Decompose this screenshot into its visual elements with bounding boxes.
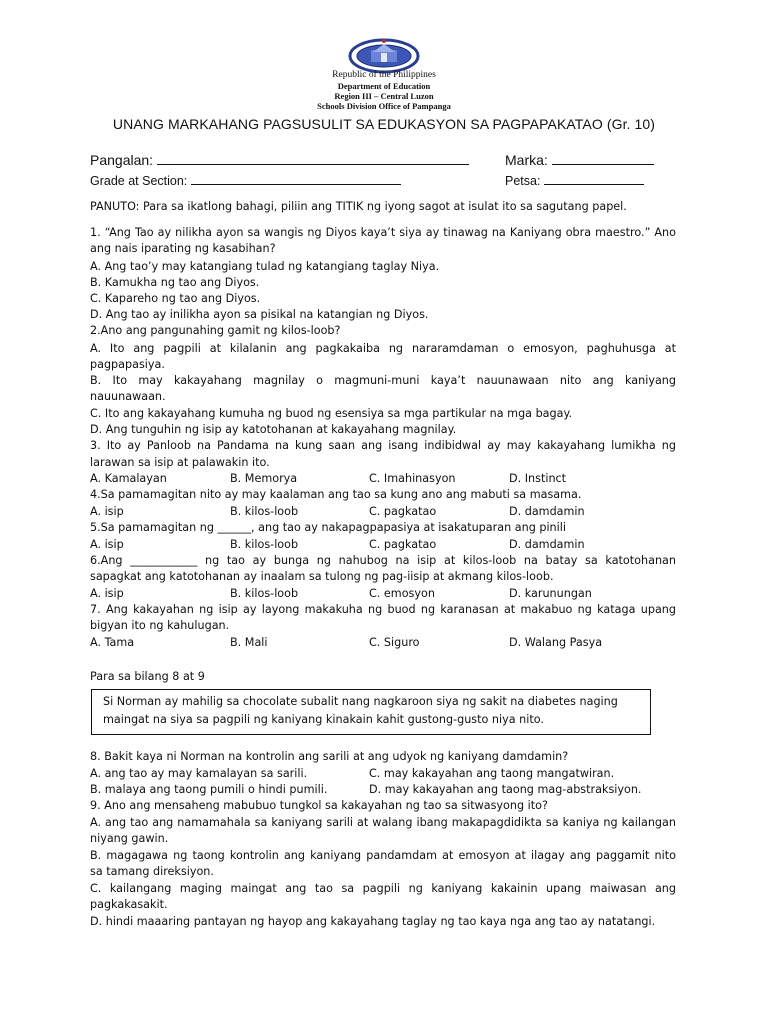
q3-stem-line2: larawan sa isip at palawakin ito. (90, 456, 270, 469)
q4-stem: 4.Sa pamamagitan nito ay may kaalaman ang tao sa kung ano ang mabuti sa masama. (90, 488, 582, 501)
q4-option-a: A. isip (90, 505, 124, 518)
q4-option-d: D. damdamin (509, 505, 585, 518)
q6-option-a: A. isip (90, 587, 124, 600)
marka-blank[interactable] (552, 152, 654, 165)
q7-option-d: D. Walang Pasya (509, 636, 603, 649)
q5-option-d: D. damdamin (509, 538, 585, 551)
q9-option-b-line2: sa tamang direksiyon. (90, 865, 214, 878)
q9-option-d: D. hindi maaaring pantayan ng hayop ang kakayahang taglay ng tao kaya nga ang tao ay natatangi. (90, 915, 656, 928)
petsa-label: Petsa: (505, 174, 541, 188)
q7-stem-line1: 7. Ang kakayahan ng isip ay layong makakuha ng buod ng karanasan at makabuo ng kataga upang (90, 603, 676, 616)
q9-option-c-line2: pagkakasakit. (90, 898, 168, 911)
q9-option-a-line1: A. ang tao ang namamahala sa kaniyang sarili at walang ibang makapagdidikta sa kaniya ng kailangan (90, 816, 676, 829)
q1-option-c: C. Kapareho ng tao ang Diyos. (90, 292, 261, 305)
q8-stem: 8. Bakit kaya ni Norman na kontrolin ang sarili at ang udyok ng kaniyang damdamin? (90, 750, 569, 763)
q3-option-a: A. Kamalayan (90, 472, 167, 485)
name-label: Pangalan: (90, 152, 154, 168)
q5-stem: 5.Sa pamamagitan ng ______, ang tao ay nakapagpapasiya at isakatuparan ang pinili (90, 521, 566, 534)
q3-stem-line1: 3. Ito ay Panloob na Pandama na kung saan ang isang indibidwal ay may kakayahang lumikha ng (90, 439, 676, 452)
header-republic: Republic of the Philippines (332, 70, 436, 80)
petsa-blank[interactable] (544, 172, 644, 185)
q6-option-d: D. karunungan (509, 587, 592, 600)
q2-option-b-line1: B. Ito may kakayahang magnilay o magmuni-muni kaya’t nauunawaan nito ang kaniyang (90, 374, 676, 387)
grade-field[interactable] (90, 172, 401, 188)
q5-option-a: A. isip (90, 538, 124, 551)
q8-option-b: B. malaya ang taong pumili o hindi pumili. (90, 783, 328, 796)
header-division: Schools Division Office of Pampanga (317, 101, 451, 111)
q1-option-a: A. Ang tao’y may katangiang tulad ng katangiang taglay Niya. (90, 260, 440, 273)
q1-stem-line1: 1. “Ang Tao ay nilikha ayon sa wangis ng Diyos kaya’t siya ay tinawag na Kaniyang obra maestro.” Ano (90, 226, 676, 239)
q6-option-b: B. kilos-loob (230, 587, 299, 600)
q8-option-d: D. may kakayahan ang taong mag-abstraksiyon. (369, 783, 642, 796)
name-blank[interactable] (157, 152, 469, 165)
q1-stem-line2: ang nais iparating ng kasabihan? (90, 242, 276, 255)
petsa-field[interactable] (505, 172, 644, 188)
q7-option-c: C. Siguro (369, 636, 420, 649)
q5-option-b: B. kilos-loob (230, 538, 299, 551)
q1-option-d: D. Ang tao ay inilikha ayon sa pisikal na katangian ng Diyos. (90, 308, 429, 321)
grade-label: Grade at Section: (90, 174, 188, 188)
passage-line1: Si Norman ay mahilig sa chocolate subalit nang nagkaroon siya ng sakit na diabetes naging (103, 695, 618, 708)
q2-option-d: D. Ang tunguhin ng isip ay katotohanan at kakayahang magnilay. (90, 423, 457, 436)
q9-option-c-line1: C. kailangang maging maingat ang tao sa pagpili ng kaniyang kakainin upang maiwasan ang (90, 882, 676, 895)
q6-stem-line2: sapagkat ang katotohanan ay inaalam sa tulong ng pag-iisip at akmang kilos-loob. (90, 570, 554, 583)
q2-option-a-line2: pagpapasiya. (90, 358, 165, 371)
grade-blank[interactable] (191, 172, 401, 185)
q9-stem: 9. Ano ang mensaheng mabubuo tungkol sa kakayahan ng tao sa sitwasyong ito? (90, 799, 548, 812)
q3-option-c: C. Imahinasyon (369, 472, 456, 485)
q7-stem-line2: bigyan ito ng kahulugan. (90, 619, 230, 632)
q9-option-a-line2: niyang gawin. (90, 832, 169, 845)
passage-line2: maingat na siya sa pagpili ng kaniyang kinakain kahit gustong-gusto niya nito. (103, 713, 544, 726)
q3-option-b: B. Memorya (230, 472, 298, 485)
exam-title: UNANG MARKAHANG PAGSUSULIT SA EDUKASYON SA PAGPAPAKATAO (Gr. 10) (112, 116, 656, 132)
q8-option-a: A. ang tao ay may kamalayan sa sarili. (90, 767, 308, 780)
q4-option-b: B. kilos-loob (230, 505, 299, 518)
q6-option-c: C. emosyon (369, 587, 435, 600)
q6-stem-line1: 6.Ang ____________ ng tao ay bunga ng nahubog na isip at kilos-loob na batay sa katotohanan (90, 554, 676, 567)
q4-option-c: C. pagkatao (369, 505, 437, 518)
deped-seal-logo (347, 38, 421, 74)
instructions: PANUTO: Para sa ikatlong bahagi, piliin ang TITIK ng iyong sagot at isulat ito sa sagutang papel. (90, 200, 627, 213)
q3-option-d: D. Instinct (509, 472, 567, 485)
q2-option-b-line2: nauunawaan. (90, 390, 166, 403)
q7-option-b: B. Mali (230, 636, 268, 649)
q5-option-c: C. pagkatao (369, 538, 437, 551)
q9-option-b-line1: B. magagawa ng taong kontrolin ang kaniyang pandamdam at emosyon at ilagay ang paggamit nito (90, 849, 676, 862)
q1-option-b: B. Kamukha ng tao ang Diyos. (90, 276, 260, 289)
header-region: Region III – Central Luzon (334, 91, 434, 101)
passage-intro-label: Para sa bilang 8 at 9 (90, 670, 205, 683)
q2-option-a-line1: A. Ito ang pagpili at kilalanin ang pagkakaiba ng nararamdaman o emosyon, paghuhusga at (90, 342, 676, 355)
q8-option-c: C. may kakayahan ang taong mangatwiran. (369, 767, 615, 780)
q2-option-c: C. Ito ang kakayahang kumuha ng buod ng esensiya sa mga partikular na mga bagay. (90, 407, 573, 420)
name-field[interactable] (90, 152, 469, 168)
q2-stem: 2.Ano ang pangunahing gamit ng kilos-loob? (90, 324, 341, 337)
marka-label: Marka: (505, 152, 548, 168)
marka-field[interactable] (505, 152, 654, 168)
header-department: Department of Education (337, 81, 431, 91)
q7-option-a: A. Tama (90, 636, 135, 649)
